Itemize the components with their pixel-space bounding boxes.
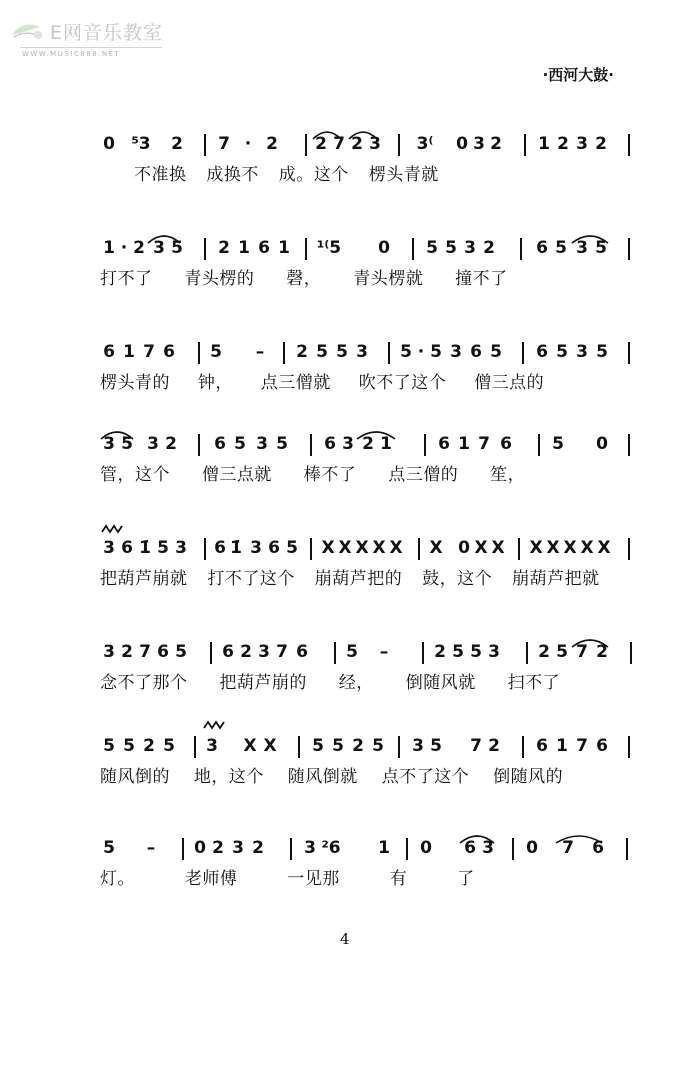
bar-line (182, 838, 184, 860)
bar-line (298, 736, 300, 758)
bar-line (198, 434, 200, 456)
note: 7 (143, 342, 155, 362)
note: 3 (356, 342, 368, 362)
note: 7 (478, 434, 490, 454)
note: 3 (304, 838, 316, 858)
note: 3 (576, 134, 588, 154)
notation-system-4 (0, 420, 700, 500)
bar-line (524, 134, 526, 156)
note: · (244, 134, 252, 154)
note: 6 (464, 838, 476, 858)
note: 1 (238, 238, 250, 258)
notation-system-2 (0, 224, 700, 304)
note: 1 (556, 736, 568, 756)
note: 5 (470, 642, 482, 662)
note: 0 (526, 838, 538, 858)
note: 2 (171, 134, 183, 154)
bar-line (626, 838, 628, 860)
note: X (580, 538, 594, 558)
note: X (372, 538, 386, 558)
note: 2 (143, 736, 155, 756)
note: 2 (490, 134, 502, 154)
note: 6 (536, 342, 548, 362)
note: 2 (218, 238, 230, 258)
note: X (429, 538, 443, 558)
note: – (255, 342, 265, 362)
note: 5 (596, 342, 608, 362)
note: ¹⁽5 (316, 238, 342, 258)
note: 3 (464, 238, 476, 258)
note: 6 (103, 342, 115, 362)
note: 2 (165, 434, 177, 454)
note: 2 (596, 642, 608, 662)
bar-line (406, 838, 408, 860)
note: 3 (576, 238, 588, 258)
note: 7 (333, 134, 345, 154)
note: 0 (458, 538, 470, 558)
bar-line (310, 434, 312, 456)
bar-line (422, 642, 424, 664)
lyric-line: 楞头青的 钟， 点三僧就 吹不了这个 僧三点的 (100, 373, 545, 393)
note: 2 (595, 134, 607, 154)
note: 6 (536, 238, 548, 258)
notation-system-3 (0, 328, 700, 408)
note: 5 (452, 642, 464, 662)
note: 1 (380, 434, 392, 454)
note: ⁵3 (131, 134, 151, 154)
bar-line (522, 736, 524, 758)
bar-line (628, 538, 630, 560)
note: 2 (266, 134, 278, 154)
lyric-line: 念不了那个 把葫芦崩的 经， 倒随风就 扫不了 (100, 673, 561, 693)
note: 3 (232, 838, 244, 858)
bar-line (628, 342, 630, 364)
note: 3 (369, 134, 381, 154)
note: 3 (412, 736, 424, 756)
bar-line (283, 342, 285, 364)
note: 5 (445, 238, 457, 258)
note: 6 (214, 538, 226, 558)
notation-system-5 (0, 524, 700, 604)
watermark (8, 18, 163, 45)
note: 2 (133, 238, 145, 258)
note: 6 (157, 642, 169, 662)
note: 5 (346, 642, 358, 662)
bar-line (424, 434, 426, 456)
note: 2 (252, 838, 264, 858)
note: 5 (555, 238, 567, 258)
bar-line (290, 838, 292, 860)
note: X (491, 538, 505, 558)
note: 6 (438, 434, 450, 454)
note: ²6 (321, 838, 341, 858)
note: X (474, 538, 488, 558)
note: 0 (194, 838, 206, 858)
note: 2 (434, 642, 446, 662)
note: 3⁽ (416, 134, 434, 154)
note: 6 (296, 642, 308, 662)
lyric-line: 不准换 成换不 成。这个 楞头青就 (134, 165, 439, 185)
note: 6 (163, 342, 175, 362)
note: 3 (488, 642, 500, 662)
note: 0 (420, 838, 432, 858)
note: 1 (538, 134, 550, 154)
note: 2 (212, 838, 224, 858)
note: 7 (576, 642, 588, 662)
note: 2 (362, 434, 374, 454)
note: 3 (450, 342, 462, 362)
note: 5 (276, 434, 288, 454)
note: 2 (351, 134, 363, 154)
note: 2 (488, 736, 500, 756)
note: 1 (103, 238, 115, 258)
note: 3 (175, 538, 187, 558)
note: 5 (490, 342, 502, 362)
note: 5 (316, 342, 328, 362)
lyric-line: 随风倒的 地，这个 随风倒就 点不了这个 倒随风的 (100, 767, 564, 787)
note: · (120, 238, 128, 258)
bar-line (194, 736, 196, 758)
bar-line (512, 838, 514, 860)
note: 6 (470, 342, 482, 362)
bar-line (628, 134, 630, 156)
note: 1 (123, 342, 135, 362)
notation-system-1 (0, 120, 700, 200)
bar-line (412, 238, 414, 260)
note: 3 (103, 538, 115, 558)
note: 7 (470, 736, 482, 756)
bar-line (526, 642, 528, 664)
note: 7 (139, 642, 151, 662)
note: 5 (123, 736, 135, 756)
note: 5 (103, 838, 115, 858)
watermark-name: E网音乐教室 (50, 22, 164, 44)
note: 5 (171, 238, 183, 258)
note: 6 (324, 434, 336, 454)
note: 1̇ (139, 538, 151, 558)
bar-line (305, 238, 307, 260)
note: 5 (103, 736, 115, 756)
note: 5 (234, 434, 246, 454)
note: 3 (206, 736, 218, 756)
note: 3 (147, 434, 159, 454)
lyric-line: 灯。 老师傅 一见那 有 了 (100, 869, 475, 889)
note: X (355, 538, 369, 558)
note: 0 (456, 134, 468, 154)
note: 6 (268, 538, 280, 558)
note: 1̇ (230, 538, 242, 558)
note: – (379, 642, 389, 662)
note: 6 (536, 736, 548, 756)
note: 2 (315, 134, 327, 154)
notation-system-6 (0, 628, 700, 708)
note: 5 (372, 736, 384, 756)
note: X (263, 736, 277, 756)
note: 5 (595, 238, 607, 258)
watermark-leaf-icon (8, 19, 48, 45)
note: X (389, 538, 403, 558)
note: 3 (103, 642, 115, 662)
note: 0 (103, 134, 115, 154)
note: · (417, 342, 425, 362)
note: – (146, 838, 156, 858)
note: 7 (218, 134, 230, 154)
note: X (563, 538, 577, 558)
note: 5 (332, 736, 344, 756)
bar-line (310, 538, 312, 560)
lyric-line: 管，这个 僧三点就 棒不了 点三僧的 笙， (100, 465, 526, 485)
bar-line (198, 342, 200, 364)
bar-line (398, 134, 400, 156)
note: 6 (121, 538, 133, 558)
notation-system-8 (0, 824, 700, 904)
bar-line (418, 538, 420, 560)
note: X (338, 538, 352, 558)
notation-system-7 (0, 722, 700, 802)
bar-line (520, 238, 522, 260)
note: X (321, 538, 335, 558)
note: 7 (562, 838, 574, 858)
note: 5 (430, 342, 442, 362)
note: 2 (121, 642, 133, 662)
note: 5 (175, 642, 187, 662)
bar-line (628, 238, 630, 260)
bar-line (388, 342, 390, 364)
note: 5 (400, 342, 412, 362)
bar-line (398, 736, 400, 758)
note: 6 (500, 434, 512, 454)
note: X (597, 538, 611, 558)
bar-line (305, 134, 307, 156)
note: 5 (312, 736, 324, 756)
note: 5 (336, 342, 348, 362)
note: 3 (576, 342, 588, 362)
bar-line (628, 736, 630, 758)
note: 1 (278, 238, 290, 258)
bar-line (204, 238, 206, 260)
note: 6 (592, 838, 604, 858)
note: 3 (250, 538, 262, 558)
note: 5 (157, 538, 169, 558)
bar-line (522, 342, 524, 364)
note: 6 (258, 238, 270, 258)
note: 2 (296, 342, 308, 362)
note: 5 (210, 342, 222, 362)
note: 5 (426, 238, 438, 258)
note: 1 (458, 434, 470, 454)
note: X (243, 736, 257, 756)
note: 7 (576, 736, 588, 756)
bar-line (518, 538, 520, 560)
note: 3 (473, 134, 485, 154)
bar-line (628, 434, 630, 456)
note: 6 (222, 642, 234, 662)
note: 2 (240, 642, 252, 662)
note: 3 (482, 838, 494, 858)
bar-line (334, 642, 336, 664)
ornament-icon (101, 524, 123, 534)
note: 2 (557, 134, 569, 154)
ornament-icon (203, 720, 225, 730)
note: 5 (121, 434, 133, 454)
bar-line (210, 642, 212, 664)
note: 6 (596, 736, 608, 756)
note: 3 (103, 434, 115, 454)
note: 2 (538, 642, 550, 662)
note: 3 (256, 434, 268, 454)
note: 3 (342, 434, 354, 454)
bar-line (204, 538, 206, 560)
note: 0 (596, 434, 608, 454)
note: 3 (258, 642, 270, 662)
note: 1 (378, 838, 390, 858)
watermark-underline (20, 47, 162, 48)
note: 6 (214, 434, 226, 454)
note: 5 (556, 342, 568, 362)
note: 5 (286, 538, 298, 558)
note: 5 (552, 434, 564, 454)
note: 5 (556, 642, 568, 662)
note: X (529, 538, 543, 558)
bar-line (204, 134, 206, 156)
note: 2 (483, 238, 495, 258)
note: 5 (163, 736, 175, 756)
note: 5 (430, 736, 442, 756)
note: X (546, 538, 560, 558)
lyric-line: 打不了 青头楞的 磬， 青头楞就 撞不了 (100, 269, 508, 289)
note: 7 (276, 642, 288, 662)
bar-line (630, 642, 632, 664)
page-number: 4 (340, 930, 350, 948)
lyric-line: 把葫芦崩就 打不了这个 崩葫芦把的 鼓，这个 崩葫芦把就 (100, 569, 600, 589)
note: 2 (352, 736, 364, 756)
note: 0 (378, 238, 390, 258)
piece-title: ·西河大鼓· (542, 66, 614, 84)
bar-line (538, 434, 540, 456)
watermark-url: WWW.MUSIC888.NET (22, 50, 121, 58)
note: 3 (153, 238, 165, 258)
